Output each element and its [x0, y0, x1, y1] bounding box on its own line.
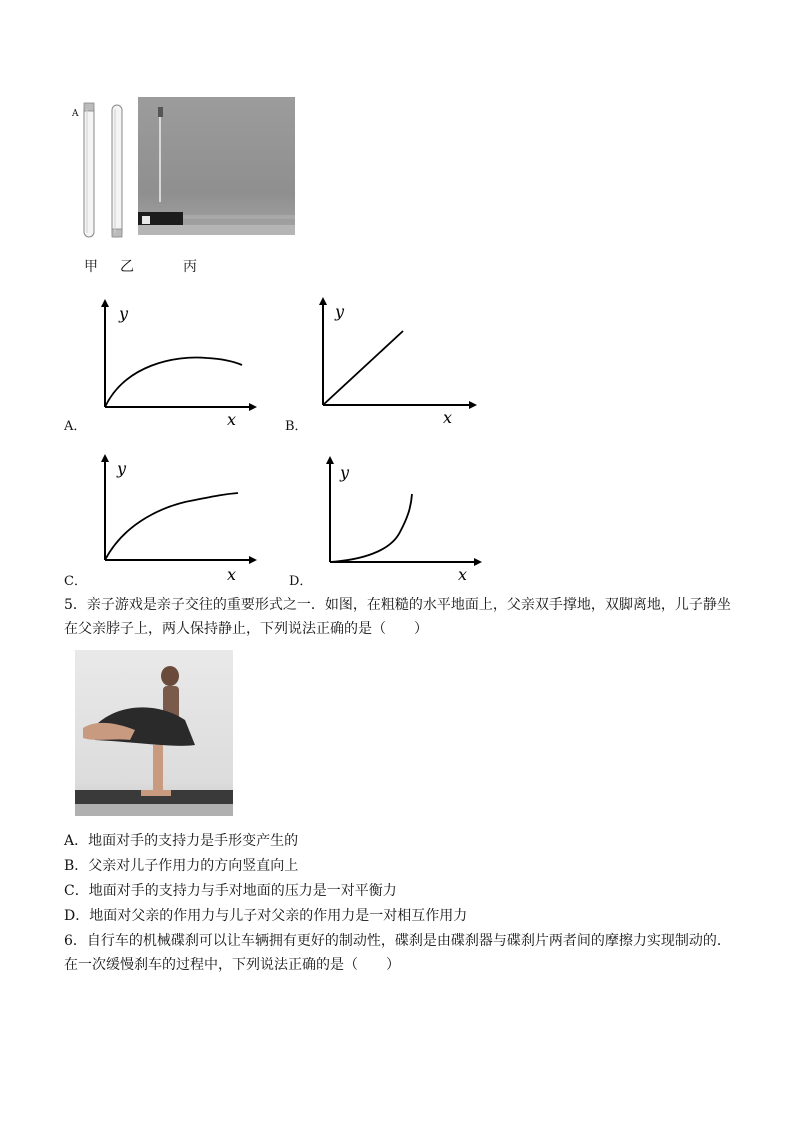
curve-a	[105, 358, 242, 407]
x-axis-label: x	[458, 565, 468, 584]
caption-jia: 甲	[84, 259, 98, 275]
question-5-option-a: A．地面对手的支持力是手形变产生的	[64, 833, 299, 849]
question-6-stem: 6．自行车的机械碟刹可以让车辆拥有更好的制动性，碟刹是由碟刹器与碟刹片两者间的摩擦力实现制动的．在一次缓慢刹车的过程中，下列说法正确的是（ ）	[64, 933, 731, 973]
tube-label-a: A	[72, 109, 79, 119]
tube-stand-illustration	[138, 97, 295, 235]
graph-a-plot	[95, 295, 265, 430]
option-a-label: A．	[64, 419, 87, 434]
photo-bing	[138, 97, 295, 235]
graph-d-plot	[320, 452, 490, 587]
y-axis-label: y	[335, 302, 345, 321]
question-5-option-b: B．父亲对儿子作用力的方向竖直向上	[64, 858, 299, 874]
graph-b	[313, 293, 488, 428]
graph-c-plot	[95, 450, 265, 585]
x-axis-label: x	[227, 565, 237, 584]
curve-d	[330, 494, 412, 562]
question-5-stem: 5．亲子游戏是亲子交往的重要形式之一．如图，在粗糙的水平地面上，父亲双手撑地，双脚离地，儿子静坐在父亲脖子上，两人保持静止，下列说法正确的是（ ）	[64, 597, 731, 637]
caption-bing: 丙	[183, 259, 197, 275]
graph-d	[320, 452, 490, 587]
curve-c	[105, 493, 238, 560]
y-axis-label: y	[340, 463, 350, 482]
graph-c	[95, 450, 265, 585]
caption-yi: 乙	[120, 259, 134, 275]
question-5-option-d: D．地面对父亲的作用力与儿子对父亲的作用力是一对相互作用力	[64, 908, 468, 924]
acrobatics-illustration	[75, 650, 233, 816]
option-c-label: C．	[64, 574, 87, 589]
x-axis-label: x	[443, 408, 453, 427]
graph-b-plot	[313, 293, 488, 428]
question-5-option-c: C．地面对手的支持力与手对地面的压力是一对平衡力	[64, 883, 397, 899]
x-axis-label: x	[227, 410, 237, 429]
photo-father-son	[75, 650, 233, 816]
curve-b	[323, 331, 403, 405]
graph-a	[95, 295, 265, 430]
y-axis-label: y	[119, 304, 129, 323]
y-axis-label: y	[117, 459, 127, 478]
option-d-label: D．	[289, 574, 313, 589]
option-b-label: B．	[285, 419, 308, 434]
